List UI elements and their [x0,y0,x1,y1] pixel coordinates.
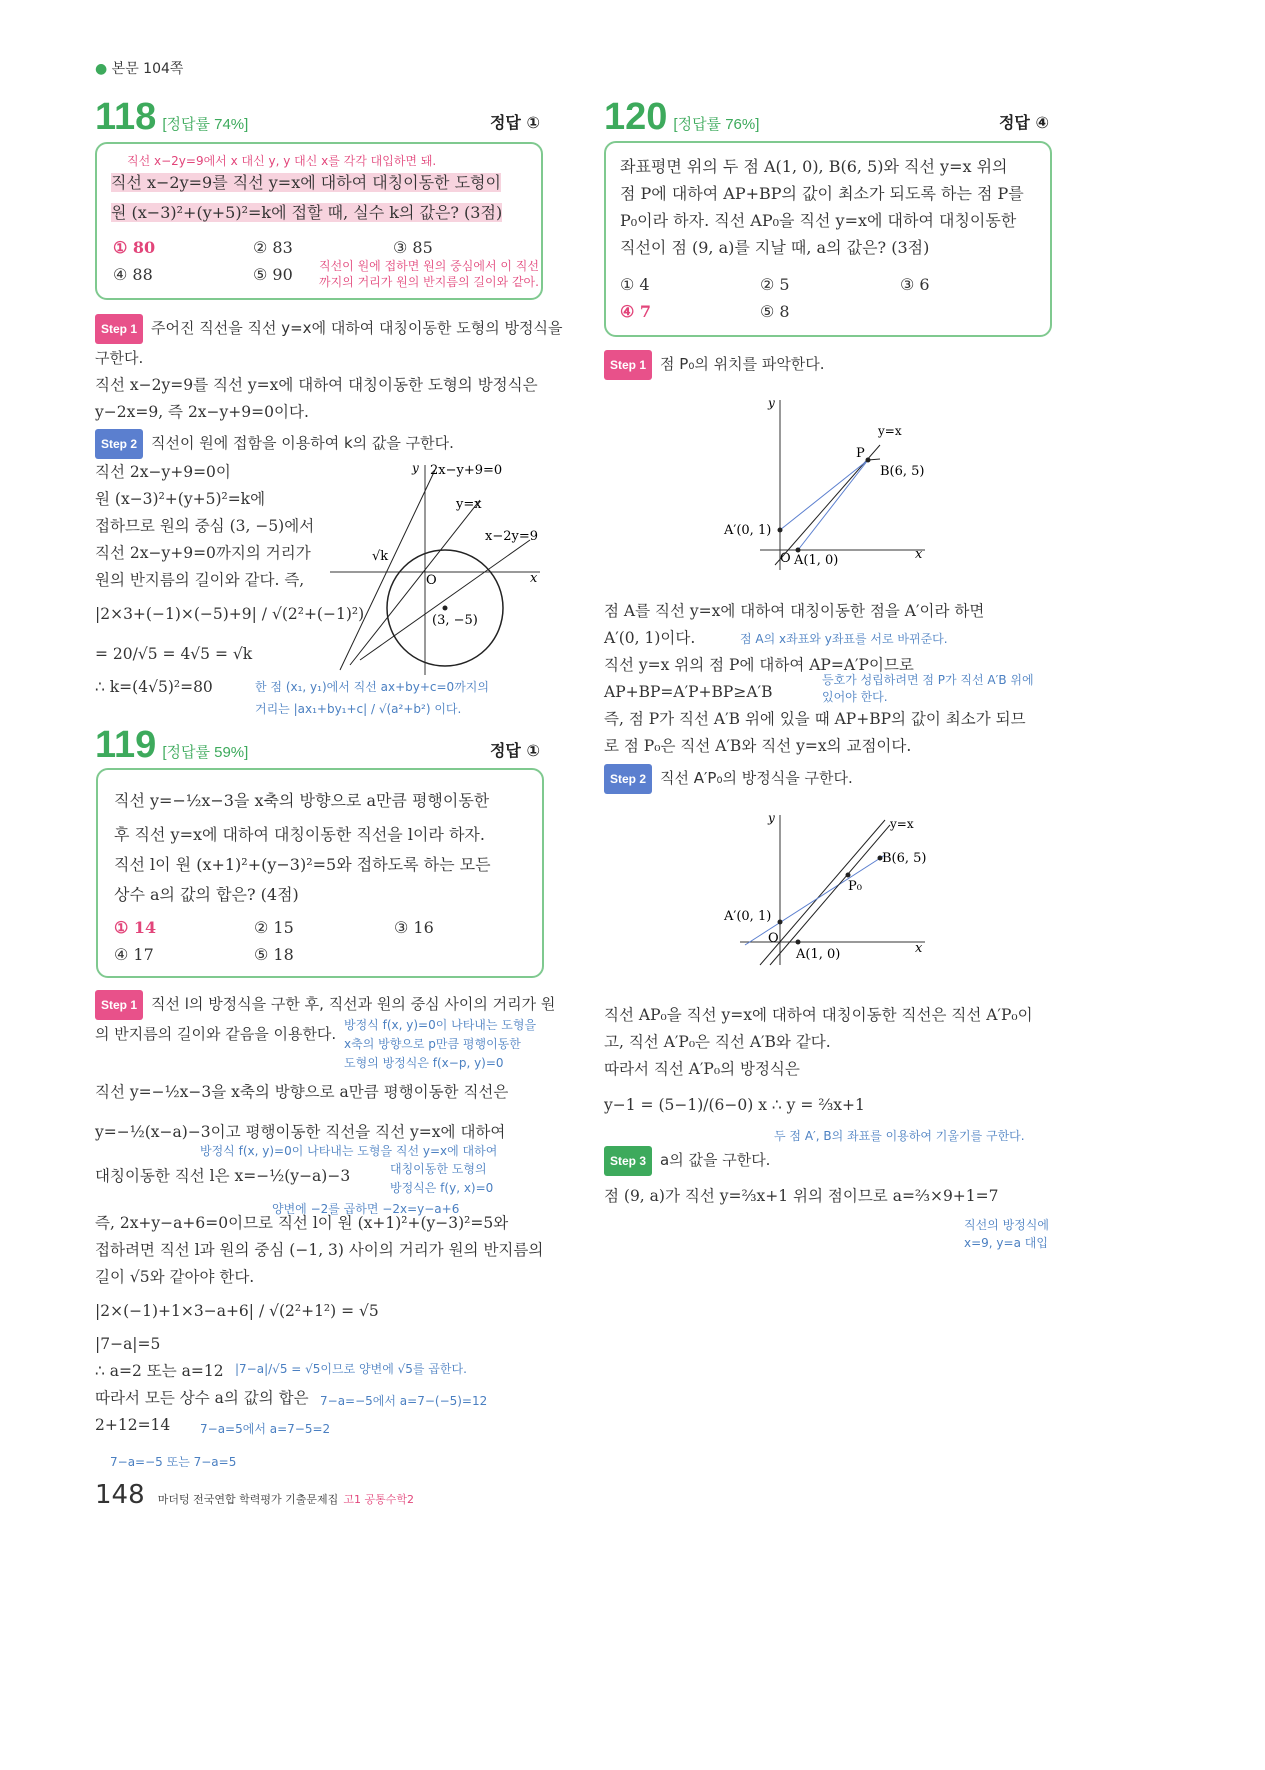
svg-text:A(1, 0): A(1, 0) [796,947,841,962]
annotation: 직선이 원에 접하면 원의 중심에서 이 직선 까지의 거리가 원의 반지름의 길이와 같아. [319,259,539,289]
answer-label: 정답 ① [489,113,540,132]
solution-line: 원의 반지름의 길이와 같다. 즉, [95,571,305,589]
svg-text:x: x [915,547,923,562]
problem-120-header [604,96,1049,139]
step-title: 직선 A′P₀의 방정식을 구한다. [660,769,853,787]
svg-text:B(6, 5): B(6, 5) [880,464,925,479]
choice-5[interactable]: ⑤ 8 [760,302,790,321]
line-label: 2x−y+9=0 [430,463,503,478]
step-title: 직선이 원에 접함을 이용하여 k의 값을 구한다. [151,434,454,452]
choice-3[interactable]: ③ 16 [394,918,434,937]
solution-line: 로 점 P₀은 직선 A′B와 직선 y=x의 교점이다. [604,737,912,755]
solution-line: 즉, 2x+y−a+6=0이므로 직선 l이 원 (x+1)²+(y−3)²=5와 [95,1214,509,1232]
step-badge: Step 1 [95,990,143,1020]
solution-line: 직선 x−2y=9를 직선 y=x에 대하여 대칭이동한 도형의 방정식은 [95,376,538,394]
step-title: 의 반지름의 길이와 같음을 이용한다. [95,1025,337,1043]
problem-118-header [95,96,540,139]
choice-4[interactable]: ④ 88 [113,265,153,284]
circle-center [443,606,448,611]
solution-line: |2×3+(−1)×(−5)+9| / √(2²+(−1)²) [95,605,365,623]
problem-number: 120 [604,96,668,138]
accuracy-rate: [정답률 76%] [673,116,760,133]
step-badge: Step 2 [604,764,652,794]
graph-1 [720,395,940,575]
solution-line: A′(0, 1)이다. [604,629,696,647]
choice-2[interactable]: ② 83 [253,238,293,257]
solution-line: 직선 y=−½x−3을 x축의 방향으로 a만큼 평행이동한 직선은 [95,1083,509,1101]
step-heading [604,350,825,380]
question-text: 후 직선 y=x에 대하여 대칭이동한 직선을 l이라 하자. [114,825,485,844]
question-text: 직선 y=−½x−3을 x축의 방향으로 a만큼 평행이동한 [114,791,490,810]
choice-3[interactable]: ③ 85 [393,238,433,257]
step-title: 구한다. [95,349,144,367]
solution-line: = 20/√5 = 4√5 = √k [95,645,253,663]
line-label: x−2y=9 [485,529,539,544]
x-label: x [530,571,538,586]
svg-text:A′(0, 1): A′(0, 1) [724,909,772,924]
circle-line-graph [330,460,545,680]
problem-number: 118 [95,96,157,138]
page-number: 148 [95,1480,145,1510]
solution-line: 2+12=14 [95,1416,171,1434]
choice-5[interactable]: ⑤ 18 [254,945,294,964]
answer-label: 정답 ① [489,741,540,760]
solution-line: 따라서 모든 상수 a의 값의 합은 [95,1389,309,1407]
solution-line: y=−½(x−a)−3이고 평행이동한 직선을 직선 y=x에 대하여 [95,1123,506,1141]
choice-4-selected[interactable]: ④ 7 [620,302,652,321]
solution-line: AP+BP=A′P+BP≥A′B [604,683,773,701]
annotation: 7−a=−5에서 a=7−(−5)=12 [320,1394,488,1408]
problem-118-box [95,142,543,300]
annotation: 두 점 A′, B의 좌표를 이용하여 기울기를 구한다. [774,1129,1025,1143]
solution-line: 직선 AP₀을 직선 y=x에 대하여 대칭이동한 직선은 직선 A′P₀이 [604,1006,1033,1024]
svg-text:y: y [768,811,775,825]
radius-label: √k [372,549,389,564]
solution-line: ∴ a=2 또는 a=12 [95,1362,224,1380]
step-title: a의 값을 구한다. [660,1151,771,1169]
choice-1-selected[interactable]: ① 14 [114,918,157,937]
step-badge: Step 2 [95,429,143,459]
annotation: 방정식 f(x, y)=0이 나타내는 도형을 직선 y=x에 대하여 [200,1144,498,1158]
accuracy-rate: [정답률 59%] [162,744,249,761]
book-title: 마더텅 전국연합 학력평가 기출문제집 [157,1493,339,1506]
svg-text:A(1, 0): A(1, 0) [794,553,839,568]
annotation: 직선의 방정식에 x=9, y=a 대입 [964,1218,1049,1250]
solution-line: 점 (9, a)가 직선 y=⅔x+1 위의 점이므로 a=⅔×9+1=7 [604,1187,999,1205]
line-y=x [760,820,885,965]
choice-1-selected[interactable]: ① 80 [113,238,156,257]
solution-line: y−2x=9, 즉 2x−y+9=0이다. [95,403,309,421]
annotation: 양변에 −2를 곱하면 −2x=y−a+6 [272,1202,460,1216]
solution-line: 직선 2x−y+9=0이 [95,463,231,481]
accuracy-rate: [정답률 74%] [162,116,249,133]
choice-1[interactable]: ① 4 [620,275,650,294]
question-text: 점 P에 대하여 AP+BP의 값이 최소가 되도록 하는 점 P를 [620,184,1024,203]
line-y=x [350,500,480,665]
annotation: 직선 x−2y=9에서 x 대신 y, y 대신 x를 각각 대입하면 돼. [127,154,437,168]
svg-text:O: O [780,551,791,566]
choice-3[interactable]: ③ 6 [900,275,930,294]
step-badge: Step 1 [604,350,652,380]
question-text: 직선 l이 원 (x+1)²+(y−3)²=5와 접하도록 하는 모든 [114,855,491,874]
step-badge: Step 3 [604,1146,652,1176]
svg-text:y=x: y=x [878,424,902,438]
choice-4[interactable]: ④ 17 [114,945,154,964]
solution-line: 접하려면 직선 l과 원의 중심 (−1, 3) 사이의 거리가 원의 반지름의 [95,1241,544,1259]
svg-text:x: x [915,941,923,956]
problem-119-header [95,724,540,767]
svg-text:y: y [768,396,775,410]
segment-AP [798,460,868,550]
center-label: (3, −5) [432,613,478,628]
problem-120-solution-2 [604,1002,1054,1252]
svg-text:B(6, 5): B(6, 5) [882,851,927,866]
annotation: 대칭이동한 도형의 방정식은 f(y, x)=0 [390,1162,494,1195]
solution-line: 즉, 점 P가 직선 A′B 위에 있을 때 AP+BP의 값이 최소가 되므 [604,710,1026,728]
choice-2[interactable]: ② 15 [254,918,294,937]
choice-2[interactable]: ② 5 [760,275,790,294]
annotation: 7−a=−5 또는 7−a=5 [110,1455,237,1469]
line-label: y=x [456,497,482,512]
svg-text:A′(0, 1): A′(0, 1) [724,523,772,538]
circle-icon: ● [95,61,108,77]
annotation: 7−a=5에서 a=7−5=2 [200,1422,331,1436]
solution-line: ∴ k=(4√5)²=80 [95,678,213,696]
solution-line: 따라서 직선 A′P₀의 방정식은 [604,1060,800,1078]
page-reference [95,58,183,78]
answer-label: 정답 ④ [998,113,1049,132]
segment-A'P [780,460,868,530]
question-text: 직선이 점 (9, a)를 지날 때, a의 값은? (3점) [620,238,930,257]
question-text: P₀이라 하자. 직선 AP₀을 직선 y=x에 대하여 대칭이동한 [620,211,1017,230]
solution-line: y−1 = (5−1)/(6−0) x ∴ y = ⅔x+1 [604,1096,865,1114]
question-text: 원 (x−3)²+(y+5)²=k에 접할 때, 실수 k의 값은? (3점) [111,203,503,222]
reference-text: 본문 104쪽 [111,61,184,77]
choices [620,271,1040,325]
question-text: 상수 a의 값의 합은? (4점) [114,885,299,904]
problem-119-box [96,768,544,978]
solution-line: 대칭이동한 직선 l은 x=−½(y−a)−3 [95,1167,351,1185]
problem-number: 119 [95,724,157,766]
line-A'B [745,855,885,945]
footer [95,1480,414,1510]
svg-text:P₀: P₀ [848,879,862,894]
step-badge: Step 1 [95,314,143,344]
choices [114,914,534,968]
solution-line: |7−a|=5 [95,1335,161,1353]
question-text: 직선 x−2y=9를 직선 y=x에 대하여 대칭이동한 도형이 [111,173,501,192]
annotation: 등호가 성립하려면 점 P가 직선 A′B 위에 있어야 한다. [822,673,1034,704]
line-AP0 [770,825,890,965]
step-title: 주어진 직선을 직선 y=x에 대하여 대칭이동한 도형의 방정식을 [151,319,563,337]
solution-line: 점 A를 직선 y=x에 대하여 대칭이동한 점을 A′이라 하면 [604,602,985,620]
svg-text:O: O [768,931,779,946]
step-title: 직선 l의 방정식을 구한 후, 직선과 원의 중심 사이의 거리가 원 [151,995,556,1013]
solution-line: 고, 직선 A′P₀은 직선 A′B와 같다. [604,1033,831,1051]
solution-line: 직선 y=x 위의 점 P에 대하여 AP=A′P이므로 [604,656,914,674]
solution-line: 원 (x−3)²+(y+5)²=k에 [95,490,266,508]
solution-line: 직선 2x−y+9=0까지의 거리가 [95,544,311,562]
problem-120-box [604,141,1052,337]
solution-line: 접하므로 원의 중심 (3, −5)에서 [95,517,315,535]
solution-line: |2×(−1)+1×3−a+6| / √(2²+1²) = √5 [95,1302,379,1320]
svg-text:y=x: y=x [890,817,914,831]
question-text: 좌표평면 위의 두 점 A(1, 0), B(6, 5)와 직선 y=x 위의 [620,157,1008,176]
choice-5[interactable]: ⑤ 90 [253,265,293,284]
annotation: |7−a|/√5 = √5이므로 양변에 √5를 곱한다. [235,1362,467,1376]
graph-2 [720,810,940,970]
annotation: 방정식 f(x, y)=0이 나타내는 도형을 x축의 방향으로 p만큼 평행이동한 도형의 방정식은 f(x−p, y)=0 [344,1018,537,1070]
subject: 고1 공통수학2 [343,1493,414,1506]
step-title: 점 P₀의 위치를 파악한다. [660,355,825,373]
origin-label: O [426,573,437,588]
solution-line: 길이 √5와 같아야 한다. [95,1268,255,1286]
annotation: 점 A의 x좌표와 y좌표를 서로 바뀌준다. [740,632,948,646]
annotation: 한 점 (x₁, y₁)에서 직선 ax+by+c=0까지의 거리는 |ax₁+by₁+c| / √(a²+b²) 이다. [255,680,489,716]
svg-text:P: P [856,446,865,461]
y-label: y [412,461,419,475]
